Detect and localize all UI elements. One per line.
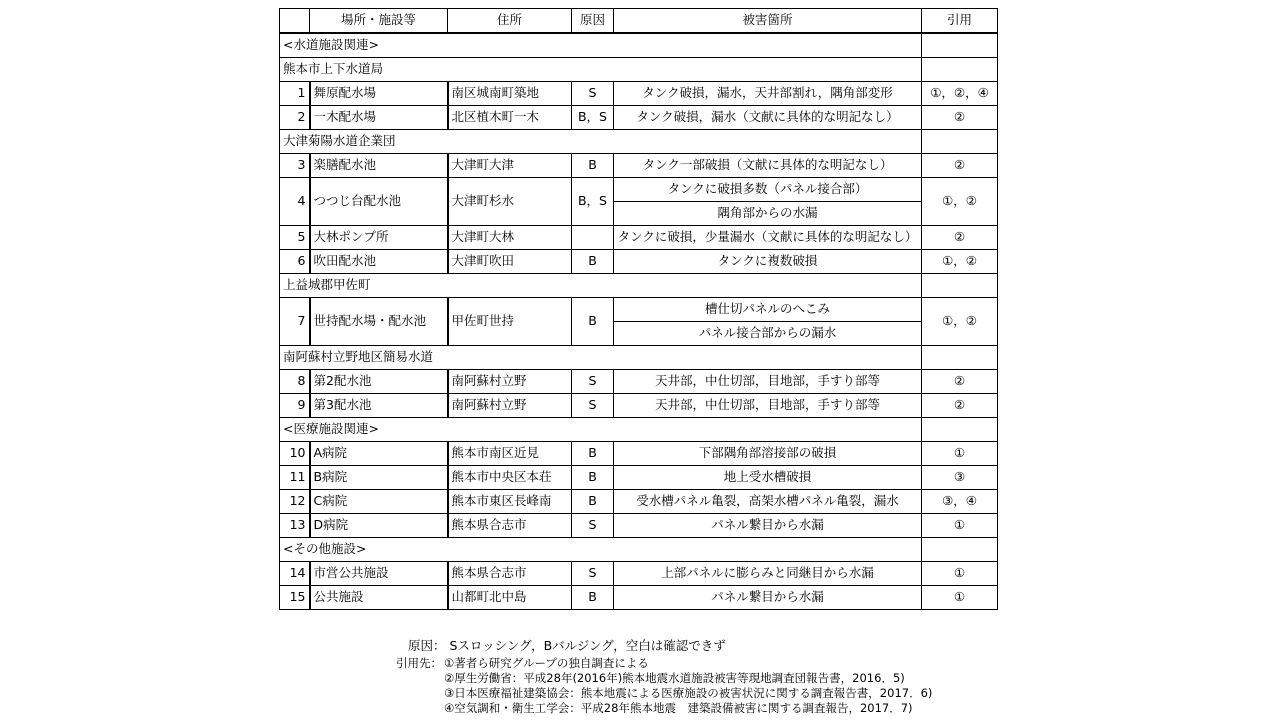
cell-damage-2: 隅角部からの水漏 (614, 202, 922, 226)
cell-damage: 槽仕切パネルのへこみ (614, 298, 922, 322)
cell-ref: ① (922, 586, 998, 610)
cell-cause: S (572, 562, 614, 586)
cell-no: 10 (280, 442, 310, 466)
cell-cause: B (572, 586, 614, 610)
cell-no: 11 (280, 466, 310, 490)
table-row (280, 466, 998, 490)
cell-damage: タンク破損，漏水（文献に具体的な明記なし） (614, 106, 922, 130)
cell-no: 7 (280, 298, 310, 346)
cell-name: C病院 (310, 490, 448, 514)
reference-item: ③日本医療福祉建築協会：熊本地震による医療施設の被害状況に関する調査報告書，2017．6) (444, 686, 933, 700)
cell-damage: 上部パネルに膨らみと同継目から水漏 (614, 562, 922, 586)
cell-no: 15 (280, 586, 310, 610)
cell-damage: 下部隅角部溶接部の破損 (614, 442, 922, 466)
cell-ref: ①，② (922, 298, 998, 346)
cell-no: 8 (280, 370, 310, 394)
section-row (280, 33, 998, 58)
cell-address: 大津町大林 (448, 226, 572, 250)
cell-ref: ② (922, 226, 998, 250)
table-row (280, 394, 998, 418)
header-cause: 原因 (572, 9, 614, 34)
table-row (280, 178, 998, 202)
reference-item: ②厚生労働省：平成28年(2016年)熊本地震水道施設被害等現地調査団報告書，2016．5) (444, 671, 905, 685)
section-kumamoto: 熊本市上下水道局 (280, 58, 922, 82)
cell-cause: B，S (572, 106, 614, 130)
cell-no: 1 (280, 82, 310, 106)
cell-cause: S (572, 82, 614, 106)
cell-no: 3 (280, 154, 310, 178)
cell-name: B病院 (310, 466, 448, 490)
cell-cause: B (572, 250, 614, 274)
cell-address: 南区城南町築地 (448, 82, 572, 106)
cell-damage: 地上受水槽破損 (614, 466, 922, 490)
cell-damage: パネル繋目から水漏 (614, 586, 922, 610)
cell-damage-2: パネル接合部からの漏水 (614, 322, 922, 346)
section-minamiaso: 南阿蘇村立野地区簡易水道 (280, 346, 922, 370)
cell-no: 13 (280, 514, 310, 538)
section-row (280, 274, 998, 298)
cell-ref: ① (922, 562, 998, 586)
cell-address: 大津町吹田 (448, 250, 572, 274)
damage-table (279, 8, 998, 610)
cell-name: 吹田配水池 (310, 250, 448, 274)
cell-ref: ①，② (922, 250, 998, 274)
table-row (280, 250, 998, 274)
cell-name: つつじ台配水池 (310, 178, 448, 226)
cell-name: 一木配水場 (310, 106, 448, 130)
cell-address: 熊本県合志市 (448, 562, 572, 586)
reference-item: ①著者ら研究グループの独自調査による (444, 656, 649, 670)
cell-name: 世持配水場・配水池 (310, 298, 448, 346)
header-address: 住所 (448, 9, 572, 34)
table-header-row (280, 9, 998, 34)
cell-cause: B，S (572, 178, 614, 226)
cell-address: 甲佐町世持 (448, 298, 572, 346)
section-row (280, 418, 998, 442)
cell-name: 公共施設 (310, 586, 448, 610)
table-row (280, 106, 998, 130)
cell-damage: 天井部，中仕切部，目地部，手すり部等 (614, 394, 922, 418)
section-kousa: 上益城郡甲佐町 (280, 274, 922, 298)
section-ozu: 大津菊陽水道企業団 (280, 130, 922, 154)
table-row (280, 490, 998, 514)
table-row (280, 154, 998, 178)
cell-name: D病院 (310, 514, 448, 538)
cell-cause: B (572, 466, 614, 490)
cell-name: 第3配水池 (310, 394, 448, 418)
cell-address: 熊本市中央区本荘 (448, 466, 572, 490)
cell-damage: タンクに破損，少量漏水（文献に具体的な明記なし） (614, 226, 922, 250)
cell-damage: タンク一部破損（文献に具体的な明記なし） (614, 154, 922, 178)
section-other: <その他施設> (280, 538, 922, 562)
section-row (280, 58, 998, 82)
table-row (280, 442, 998, 466)
cell-ref: ① (922, 442, 998, 466)
cell-no: 6 (280, 250, 310, 274)
cell-cause: B (572, 298, 614, 346)
cell-address: 大津町杉水 (448, 178, 572, 226)
table-row (280, 82, 998, 106)
reference-line (396, 656, 932, 671)
cell-name: 大林ポンプ所 (310, 226, 448, 250)
cell-no: 2 (280, 106, 310, 130)
reference-item: ④空気調和・衛生工学会：平成28年熊本地震 建築設備被害に関する調査報告，2017．7) (444, 701, 913, 715)
cell-ref: ② (922, 154, 998, 178)
cell-name: 舞原配水場 (310, 82, 448, 106)
cell-name: 楽膳配水池 (310, 154, 448, 178)
cell-ref: ①，② (922, 178, 998, 226)
cell-damage: タンク破損，漏水，天井部割れ，隅角部変形 (614, 82, 922, 106)
table-row (280, 514, 998, 538)
cell-no: 12 (280, 490, 310, 514)
cell-no: 4 (280, 178, 310, 226)
section-row (280, 130, 998, 154)
cell-name: A病院 (310, 442, 448, 466)
section-medical: <医療施設関連> (280, 418, 922, 442)
table-row (280, 586, 998, 610)
cell-address: 熊本県合志市 (448, 514, 572, 538)
cause-legend: 原因： Sスロッシング，Bバルジング，空白は確認できず (408, 638, 726, 653)
cell-no: 14 (280, 562, 310, 586)
table-row (280, 298, 998, 322)
cell-address: 南阿蘇村立野 (448, 394, 572, 418)
header-ref: 引用 (922, 9, 998, 34)
cell-cause: B (572, 154, 614, 178)
cell-ref: ③ (922, 466, 998, 490)
cell-cause: S (572, 394, 614, 418)
cell-damage: タンクに複数破損 (614, 250, 922, 274)
cell-address: 熊本市南区近見 (448, 442, 572, 466)
cell-ref: ② (922, 394, 998, 418)
cell-ref: ② (922, 370, 998, 394)
cell-ref: ② (922, 106, 998, 130)
section-row (280, 538, 998, 562)
table-row (280, 562, 998, 586)
cell-name: 市営公共施設 (310, 562, 448, 586)
section-water: <水道施設関連> (280, 33, 922, 58)
cell-no: 5 (280, 226, 310, 250)
cell-cause: B (572, 490, 614, 514)
header-damage: 被害箇所 (614, 9, 922, 34)
cell-no: 9 (280, 394, 310, 418)
table-row (280, 370, 998, 394)
cell-damage: 天井部，中仕切部，目地部，手すり部等 (614, 370, 922, 394)
header-name: 場所・施設等 (310, 9, 448, 34)
cell-damage: 受水槽パネル亀裂，高架水槽パネル亀裂，漏水 (614, 490, 922, 514)
cell-address: 南阿蘇村立野 (448, 370, 572, 394)
cell-ref: ① (922, 514, 998, 538)
cell-ref: ①，②，④ (922, 82, 998, 106)
cell-name: 第2配水池 (310, 370, 448, 394)
table-notes (396, 638, 932, 716)
table-row (280, 226, 998, 250)
cell-address: 熊本市東区長峰南 (448, 490, 572, 514)
cell-cause: S (572, 514, 614, 538)
cell-cause: B (572, 442, 614, 466)
cell-ref: ③，④ (922, 490, 998, 514)
cell-address: 北区植木町一木 (448, 106, 572, 130)
cell-address: 山都町北中島 (448, 586, 572, 610)
cell-address: 大津町大津 (448, 154, 572, 178)
cell-damage: タンクに破損多数（パネル接合部） (614, 178, 922, 202)
cell-cause: S (572, 370, 614, 394)
cell-damage: パネル繋目から水漏 (614, 514, 922, 538)
reference-label: 引用先： (396, 656, 442, 670)
cell-cause (572, 226, 614, 250)
header-no (280, 9, 310, 34)
section-row (280, 346, 998, 370)
